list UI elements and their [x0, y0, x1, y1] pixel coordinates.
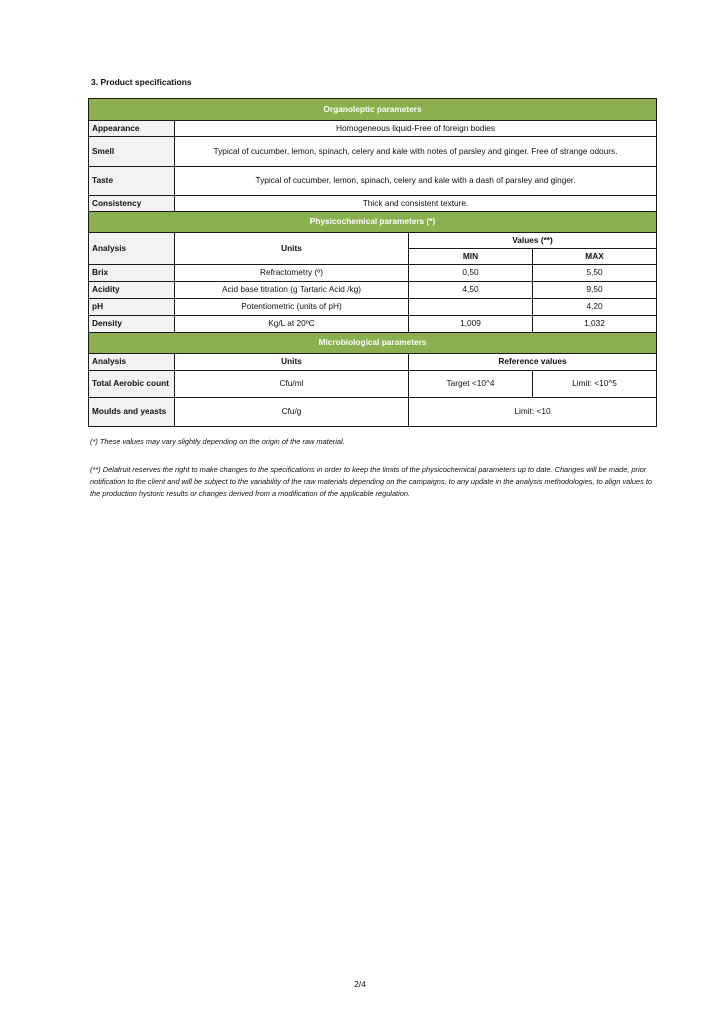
page-number: 2/4 — [354, 979, 366, 989]
acidity-min: 4,50 — [409, 282, 533, 299]
table-row — [89, 299, 657, 316]
table-row — [89, 398, 657, 427]
consistency-value: Thick and consistent texture. — [175, 196, 657, 212]
total-aerobic-count-units: Cfu/ml — [175, 371, 409, 398]
table-row — [89, 167, 657, 196]
acidity-units: Acid base titration (g Tartaric Acid /kg) — [175, 282, 409, 299]
table-row — [89, 121, 657, 137]
appearance-value: Homogeneous liquid-Free of foreign bodies — [175, 121, 657, 137]
density-units: Kg/L at 20ºC — [175, 316, 409, 333]
density-label: Density — [89, 316, 175, 333]
consistency-label: Consistency — [89, 196, 175, 212]
max-heading: MAX — [533, 249, 657, 265]
ph-units: Potentiometric (units of pH) — [175, 299, 409, 316]
physicochemical-header: Physicochemical parameters (*) — [89, 212, 657, 233]
footnote-origin: (*) These values may vary slightly depending on the origin of the raw material. — [90, 437, 345, 446]
moulds-yeasts-units: Cfu/g — [175, 398, 409, 427]
microbiological-units-heading: Units — [175, 354, 409, 371]
min-heading: MIN — [409, 249, 533, 265]
microbiological-analysis-heading: Analysis — [89, 354, 175, 371]
ph-min — [409, 299, 533, 316]
total-aerobic-count-limit: Limit: <10^5 — [533, 371, 657, 398]
physicochemical-header-row — [89, 212, 657, 233]
appearance-label: Appearance — [89, 121, 175, 137]
total-aerobic-count-target: Target <10^4 — [409, 371, 533, 398]
total-aerobic-count-label: Total Aerobic count — [89, 371, 175, 398]
physicochemical-analysis-heading: Analysis — [89, 233, 175, 265]
organoleptic-header-row — [89, 99, 657, 121]
moulds-yeasts-limit: Limit: <10 — [409, 398, 657, 427]
moulds-yeasts-label: Moulds and yeasts — [89, 398, 175, 427]
physicochemical-units-heading: Units — [175, 233, 409, 265]
table-row — [89, 354, 657, 371]
brix-max: 5,50 — [533, 265, 657, 282]
microbiological-header: Microbiological parameters — [89, 333, 657, 354]
brix-label: Brix — [89, 265, 175, 282]
table-row — [89, 196, 657, 212]
brix-units: Refractometry (º) — [175, 265, 409, 282]
organoleptic-header: Organoleptic parameters — [89, 99, 657, 121]
reference-values-heading: Reference values — [409, 354, 657, 371]
ph-max: 4,20 — [533, 299, 657, 316]
density-min: 1,009 — [409, 316, 533, 333]
ph-label: pH — [89, 299, 175, 316]
taste-value: Typical of cucumber, lemon, spinach, celery and kale with a dash of parsley and ginger. — [175, 167, 657, 196]
microbiological-header-row — [89, 333, 657, 354]
density-max: 1,032 — [533, 316, 657, 333]
table-row — [89, 137, 657, 167]
smell-label: Smell — [89, 137, 175, 167]
acidity-max: 9,50 — [533, 282, 657, 299]
taste-label: Taste — [89, 167, 175, 196]
specifications-table — [88, 98, 657, 427]
values-heading: Values (**) — [409, 233, 657, 249]
table-row — [89, 316, 657, 333]
table-row — [89, 371, 657, 398]
section-title: 3. Product specifications — [91, 77, 192, 87]
table-row — [89, 233, 657, 249]
smell-value: Typical of cucumber, lemon, spinach, celery and kale with notes of parsley and ginger. Free of strange odours. — [175, 137, 657, 167]
footnote-delafruit: (**) Delafruit reserves the right to make changes to the specifications in order to keep the limits of the physicochemical parameters up to date. Changes will be made, prior notification to the client and will be subject to the variability of the raw materials depending on the campaigns, to any update in the analysis methodologies, to align values to the production hystoric results or changes derived from a modification of the applicable regulation. — [90, 465, 653, 498]
acidity-label: Acidity — [89, 282, 175, 299]
table-row — [89, 265, 657, 282]
table-row — [89, 282, 657, 299]
brix-min: 0,50 — [409, 265, 533, 282]
